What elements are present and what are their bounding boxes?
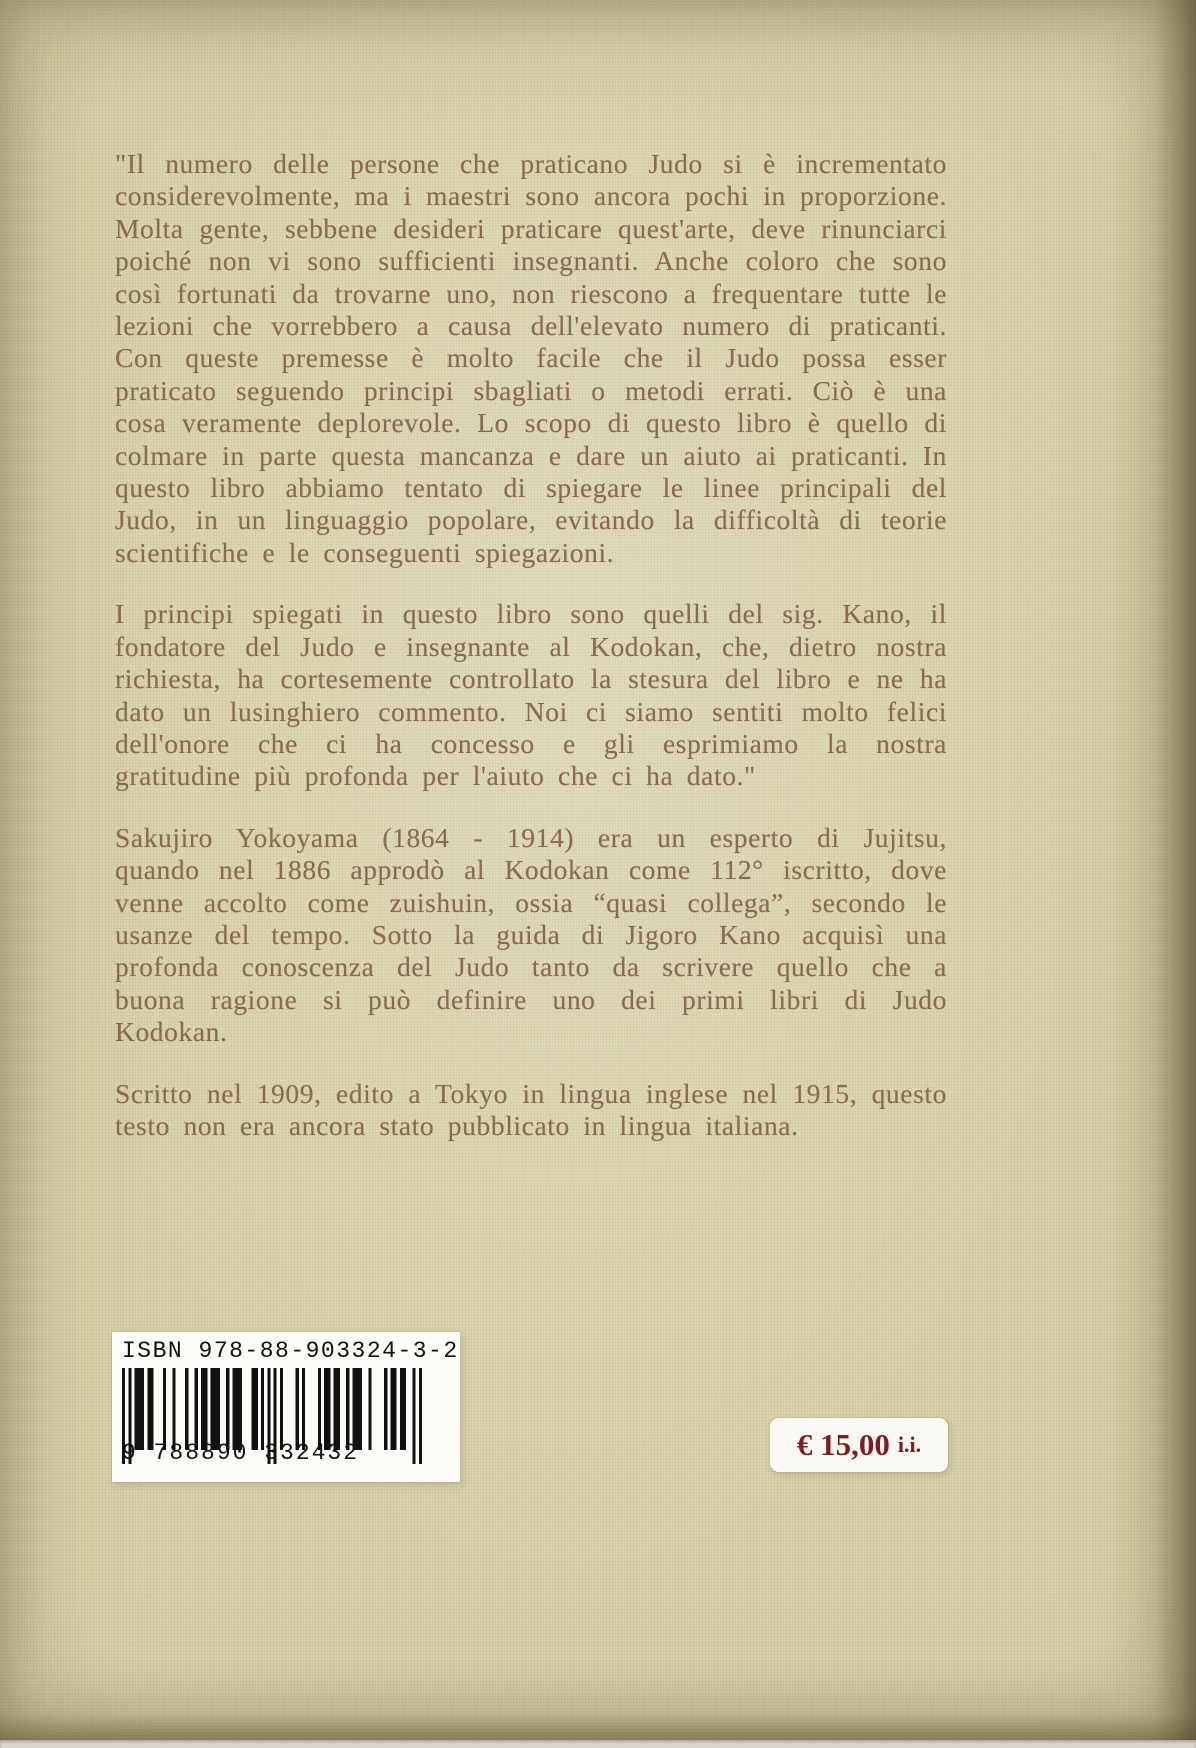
back-cover-blurb bbox=[115, 148, 947, 1171]
book-edge-shadow-bottom bbox=[0, 1714, 1196, 1740]
barcode-digits: 9 788890 332432 bbox=[122, 1440, 360, 1466]
page-edges-strip bbox=[0, 1740, 1196, 1748]
isbn-label: ISBN 978-88-903324-3-2 bbox=[122, 1338, 459, 1364]
isbn-barcode-block bbox=[112, 1332, 460, 1482]
blurb-paragraph-3: Sakujiro Yokoyama (1864 - 1914) era un esperto di Jujitsu, quando nel 1886 approdò al Kodokan come 112° iscritto, dove venne accolto come zuishuin, ossia “quasi collega”, secondo le usanze del tempo. Sotto la guida di Jigoro Kano acquisì una profonda conoscenza del Judo tanto da scrivere quello che a buona ragione si può definire uno dei primi libri di Judo Kodokan. bbox=[115, 821, 947, 1048]
blurb-paragraph-4: Scritto nel 1909, edito a Tokyo in lingua inglese nel 1915, questo testo non era ancora stato pubblicato in lingua italiana. bbox=[115, 1077, 947, 1141]
book-edge-shadow-right bbox=[1154, 0, 1196, 1748]
price-amount: € 15,00 bbox=[796, 1427, 890, 1462]
price-suffix: i.i. bbox=[897, 1432, 922, 1457]
price-tag bbox=[770, 1418, 948, 1472]
blurb-paragraph-2: I principi spiegati in questo libro sono quelli del sig. Kano, il fondatore del Judo e insegnante al Kodokan, che, dietro nostra richiesta, ha cortesemente controllato la stesura del libro e ne ha dato un lusinghiero commento. Noi ci siamo sentiti molto felici dell'onore che ci ha concesso e gli esprimiamo la nostra gratitudine più profonda per l'aiuto che ci ha dato." bbox=[115, 598, 947, 792]
blurb-paragraph-1: "Il numero delle persone che praticano Judo si è incrementato considerevolmente, ma i maestri sono ancora pochi in proporzione. Molta gente, sebbene desideri praticare quest'arte, deve rinunciarci poiché non vi sono sufficienti insegnanti. Anche coloro che sono così fortunati da trovarne uno, non riescono a frequentare tutte le lezioni che vorrebbero a causa dell'elevato numero di praticanti. Con queste premesse è molto facile che il Judo possa esser praticato seguendo principi sbagliati o metodi errati. Ciò è una cosa veramente deplorevole. Lo scopo di questo libro è quello di colmare in parte questa mancanza e dare un aiuto ai praticanti. In questo libro abbiamo tentato di spiegare le linee principali del Judo, in un linguaggio popolare, evitando la difficoltà di teorie scientifiche e le conseguenti spiegazioni. bbox=[115, 148, 947, 568]
